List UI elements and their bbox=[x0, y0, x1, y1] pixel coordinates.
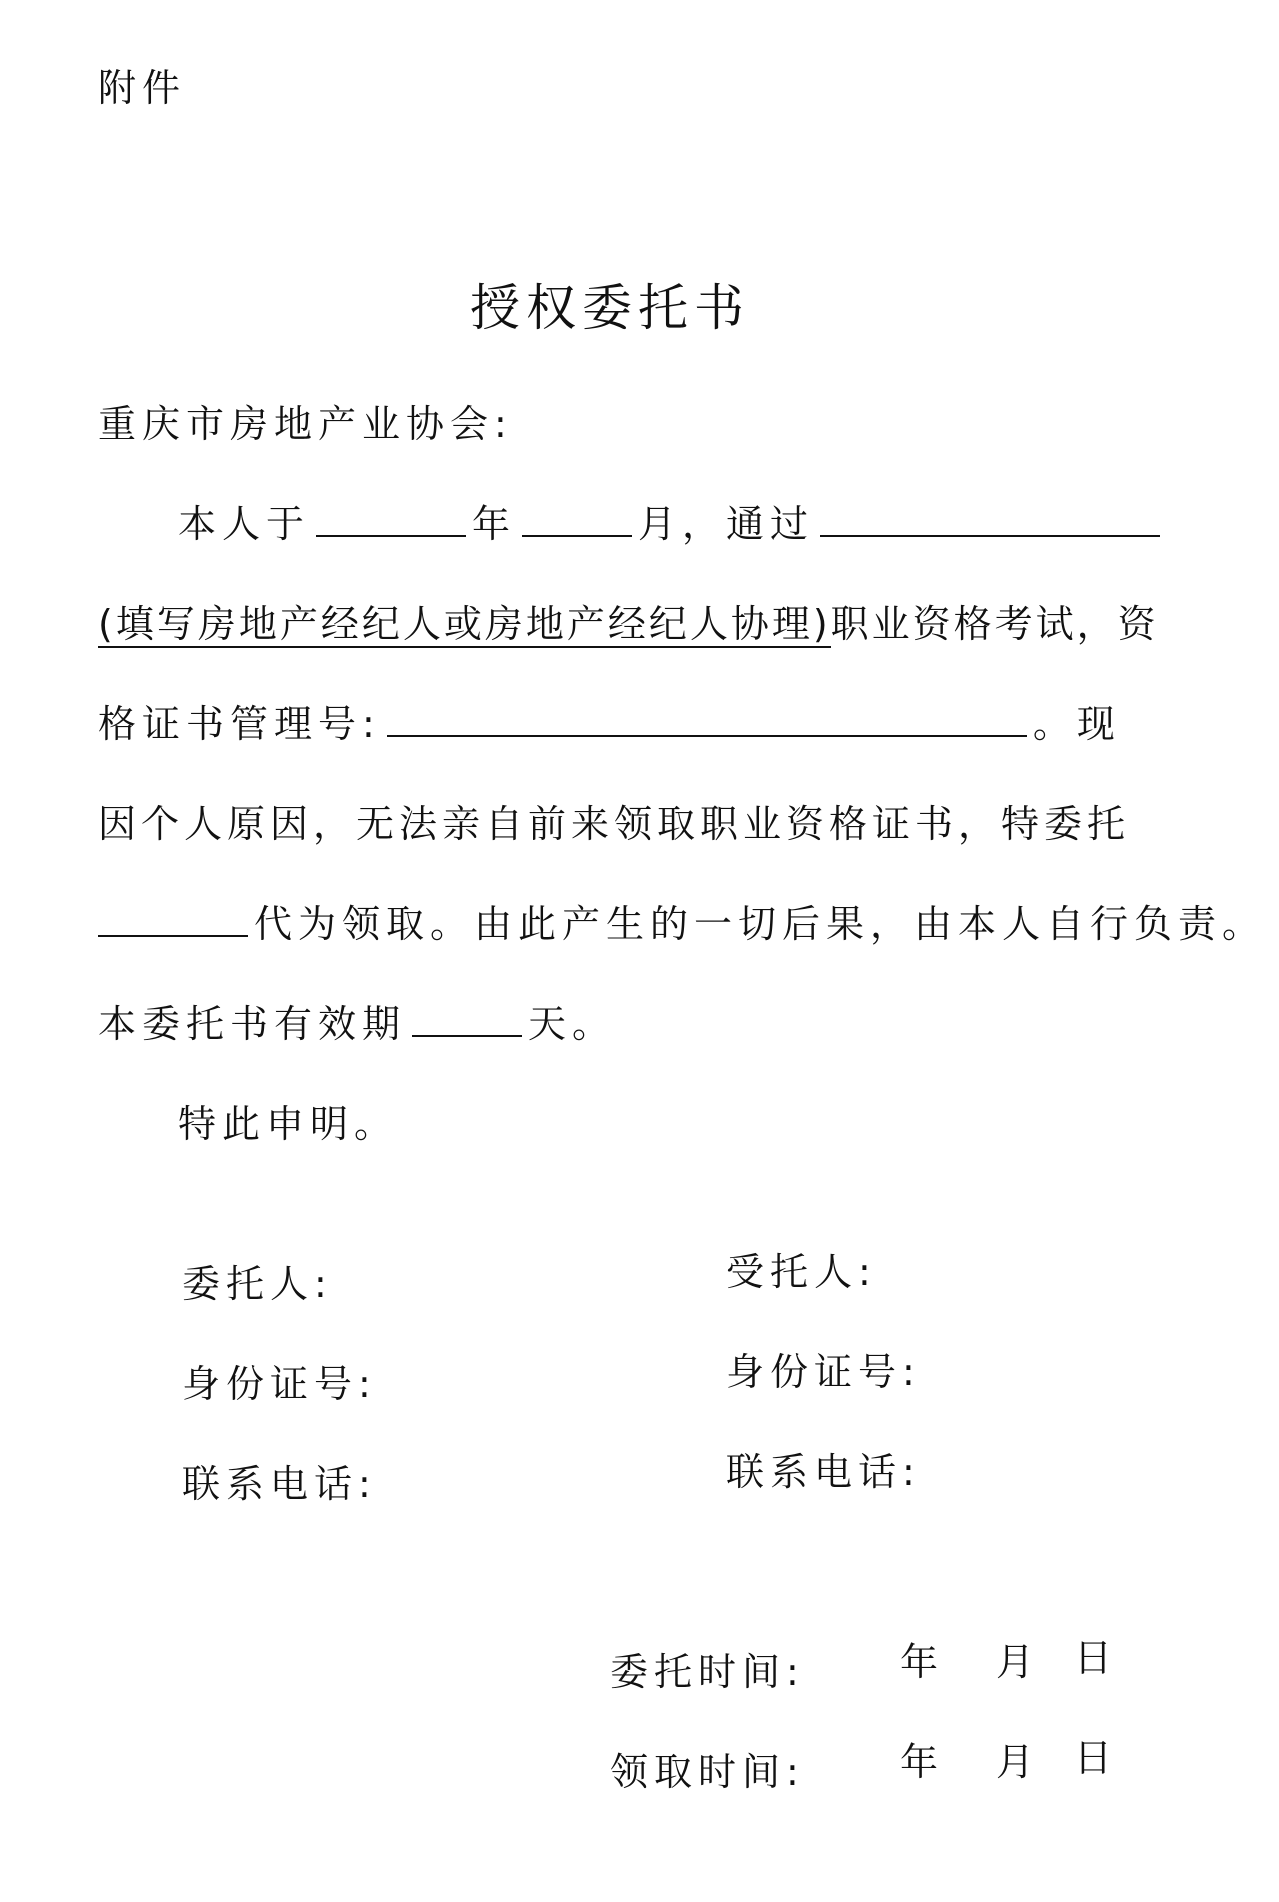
principal-label: 委托人: bbox=[182, 1262, 333, 1306]
collect-date-label: 领取时间: bbox=[610, 1750, 805, 1794]
agent-name-blank[interactable] bbox=[98, 905, 248, 937]
month-blank[interactable] bbox=[522, 505, 632, 537]
body-line-4: 因个人原因，无法亲自前来领取职业资格证书，特委托 bbox=[98, 802, 1131, 846]
entrust-year: 年 bbox=[900, 1640, 945, 1684]
line3-prefix: 格证书管理号: bbox=[98, 702, 381, 746]
body-line-6 bbox=[98, 1002, 616, 1046]
validity-days-blank[interactable] bbox=[412, 1005, 522, 1037]
body-line-1 bbox=[178, 502, 1166, 546]
collect-day: 日 bbox=[1074, 1736, 1119, 1780]
entrust-day: 日 bbox=[1074, 1636, 1119, 1680]
collect-month: 月 bbox=[996, 1740, 1041, 1784]
principal-phone-label: 联系电话: bbox=[182, 1462, 377, 1506]
collect-year: 年 bbox=[900, 1740, 945, 1784]
year-blank[interactable] bbox=[316, 505, 466, 537]
body-line-2 bbox=[98, 602, 1159, 646]
line6-prefix: 本委托书有效期 bbox=[98, 1002, 407, 1046]
body-line-3 bbox=[98, 702, 1121, 746]
line1-month: 月，通过 bbox=[638, 502, 815, 546]
attachment-label: 附件 bbox=[98, 66, 187, 110]
agent-label: 受托人: bbox=[726, 1250, 877, 1294]
declaration: 特此申明。 bbox=[178, 1102, 399, 1146]
entrust-month: 月 bbox=[996, 1640, 1041, 1684]
exam-type-blank[interactable] bbox=[820, 505, 1160, 537]
line3-suffix: 。现 bbox=[1032, 702, 1121, 746]
agent-phone-label: 联系电话: bbox=[726, 1450, 921, 1494]
line5-text: 代为领取。由此产生的一切后果，由本人自行负责。 bbox=[254, 902, 1267, 946]
agent-id-label: 身份证号: bbox=[726, 1350, 921, 1394]
line2-rest: 职业资格考试，资 bbox=[830, 602, 1159, 646]
certificate-number-blank[interactable] bbox=[387, 705, 1027, 737]
entrust-date-label: 委托时间: bbox=[610, 1650, 805, 1694]
recipient: 重庆市房地产业协会: bbox=[98, 402, 513, 446]
principal-id-label: 身份证号: bbox=[182, 1362, 377, 1406]
page-title: 授权委托书 bbox=[470, 279, 750, 337]
line1-year: 年 bbox=[472, 502, 517, 546]
line2-underlined-note: (填写房地产经纪人或房地产经纪人协理) bbox=[98, 602, 831, 646]
body-line-5 bbox=[98, 902, 1266, 946]
line6-suffix: 天。 bbox=[528, 1002, 617, 1046]
line1-prefix: 本人于 bbox=[178, 502, 311, 546]
